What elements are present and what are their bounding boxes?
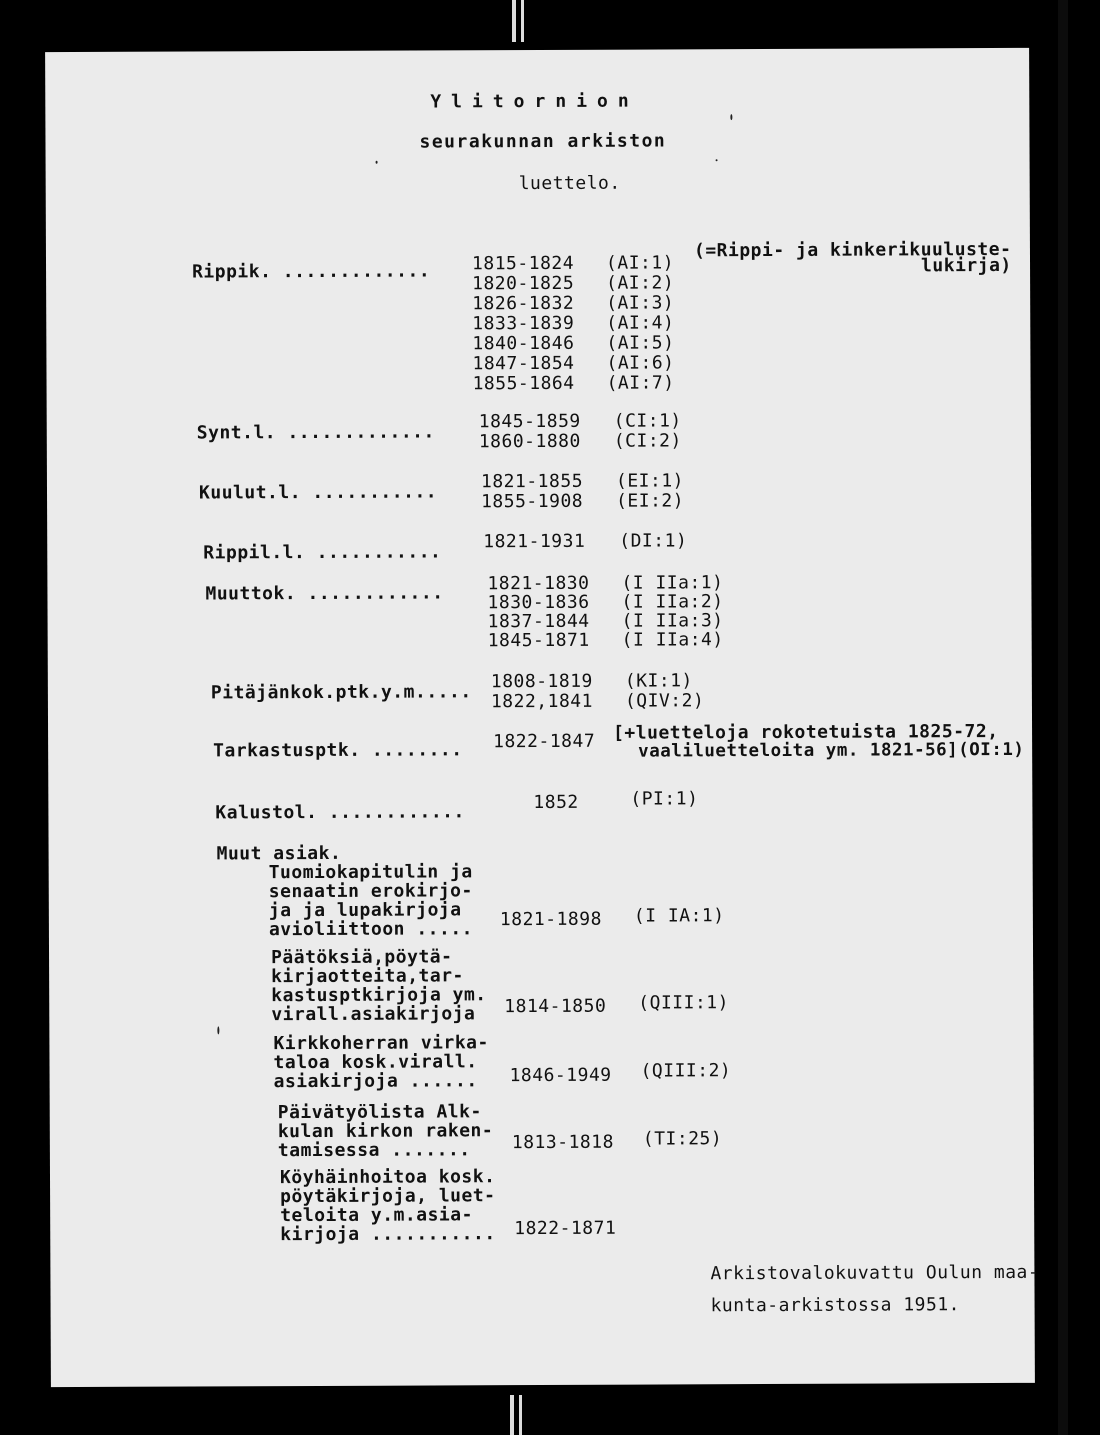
entry-year: 1826-1832 <box>472 292 575 315</box>
muut-heading: Muut asiak. <box>216 842 342 865</box>
entry-label-pitajankok: Pitäjänkok.ptk.y.m..... <box>210 681 472 704</box>
entry-code: (AI:4) <box>606 312 675 334</box>
muut-item-line: Päätöksiä,pöytä- <box>270 946 453 969</box>
muut-item-line: pöytäkirjoja, luet- <box>280 1185 496 1208</box>
muut-item-years: 1821-1898 <box>499 908 602 931</box>
muut-item-line: senaatin erokirjo- <box>268 880 473 903</box>
title-line-1: Ylitornion <box>430 90 639 113</box>
dust-speck <box>217 1026 219 1034</box>
entry-year: 1821-1830 <box>487 572 590 595</box>
entry-year: 1830-1836 <box>487 591 590 614</box>
title-line-2: seurakunnan arkiston <box>419 130 667 153</box>
muut-item-years: 1813-1818 <box>511 1131 614 1154</box>
muut-item-line: kirjaotteita,tar- <box>271 965 464 988</box>
entry-code: (AI:1) <box>605 252 675 274</box>
entry-code: (AI:5) <box>606 332 675 354</box>
muut-item-line: taloa kosk.virall. <box>273 1051 478 1074</box>
muut-item-line: Päivätyölista Alk- <box>277 1101 482 1124</box>
muut-item-line: Köyhäinhoitoa kosk. <box>279 1166 496 1189</box>
entry-note: (=Rippi- ja kinkerikuuluste- <box>693 238 1012 262</box>
muut-item-line: teloita y.m.asia- <box>280 1204 473 1227</box>
entry-code: (AI:2) <box>606 272 675 294</box>
muut-item-line: asiakirjoja ...... <box>273 1070 478 1093</box>
entry-year: 1845-1859 <box>478 410 581 433</box>
film-mark-bottom <box>510 1395 514 1435</box>
entry-label-kalustol: Kalustol. ............ <box>215 801 465 824</box>
film-mark-top <box>521 0 524 42</box>
title-line-3: luettelo. <box>518 172 621 195</box>
entry-label-muuttok: Muuttok. ............ <box>205 582 444 605</box>
entry-code: (CI:1) <box>613 410 682 432</box>
entry-code: (EI:1) <box>615 470 685 492</box>
muut-item-line: kulan kirkon raken- <box>277 1120 494 1143</box>
entry-label-synt: Synt.l. ............. <box>196 421 435 444</box>
film-edge <box>1058 0 1068 1435</box>
muut-item-line: kastusptkirjoja ym. <box>271 984 487 1007</box>
entry-code: (EI:2) <box>616 490 685 512</box>
entry-code: (CI:2) <box>613 430 682 452</box>
entry-code: (KI:1) <box>624 670 693 692</box>
entry-year: 1855-1908 <box>481 490 584 513</box>
muut-item-code: (TI:25) <box>642 1128 723 1150</box>
entry-year: 1845-1871 <box>487 629 590 652</box>
entry-year: 1820-1825 <box>472 272 575 295</box>
muut-item-line: avioliittoon ..... <box>268 918 474 941</box>
entry-code: (QIV:2) <box>624 690 705 712</box>
muut-item-line: tamisessa ....... <box>277 1139 471 1162</box>
muut-item-line: kirjoja ........... <box>280 1223 496 1246</box>
entry-year: 1847-1854 <box>472 352 575 375</box>
muut-item-code: (QIII:1) <box>638 992 729 1014</box>
muut-item-years: 1846-1949 <box>509 1064 612 1087</box>
entry-year: 1837-1844 <box>487 610 590 633</box>
entry-year: 1840-1846 <box>472 332 575 355</box>
entry-label-rippil: Rippil.l. ........... <box>203 541 442 564</box>
entry-year: 1822,1841 <box>490 690 594 713</box>
entry-code: (I IIa:4) <box>621 629 724 651</box>
film-mark-bottom <box>519 1395 522 1435</box>
muut-item-line: Kirkkoherran virka- <box>273 1032 489 1055</box>
muut-item-years: 1814-1850 <box>504 995 607 1018</box>
muut-item-line: Tuomiokapitulin ja <box>268 861 473 884</box>
entry-code: (DI:1) <box>619 530 688 552</box>
dust-speck <box>716 159 718 161</box>
entry-code: (I IIa:3) <box>621 610 724 632</box>
muut-item-years: 1822-1871 <box>514 1217 617 1240</box>
entry-label-kuulut: Kuulut.l. ........... <box>198 481 438 504</box>
entry-note: [+luetteloja rokotetuista 1825-72, <box>613 720 999 744</box>
entry-year: 1808-1819 <box>490 670 593 693</box>
document-page <box>45 48 1040 1387</box>
footer-line-2: kunta-arkistossa 1951. <box>710 1294 961 1317</box>
entry-year: 1852 <box>533 791 579 814</box>
entry-year: 1815-1824 <box>471 252 575 275</box>
entry-note: vaaliluetteloita ym. 1821-56](OI:1) <box>638 739 1025 762</box>
entry-year: 1855-1864 <box>472 372 575 395</box>
entry-year: 1833-1839 <box>472 312 575 335</box>
muut-item-code: (QIII:2) <box>640 1060 732 1082</box>
muut-item-code: (I IA:1) <box>633 905 725 927</box>
entry-code: (AI:6) <box>606 352 675 374</box>
entry-code: (AI:3) <box>606 292 675 314</box>
entry-year: 1822-1847 <box>493 730 596 753</box>
entry-code: (AI:7) <box>606 372 675 394</box>
muut-item-line: ja ja lupakirjoja <box>268 899 462 922</box>
muut-item-line: virall.asiakirjoja <box>271 1003 476 1026</box>
entry-year: 1821-1931 <box>483 530 586 553</box>
dust-speck <box>376 161 378 164</box>
entry-label-tarkastusptk: Tarkastusptk. ........ <box>213 739 463 762</box>
entry-code: (I IIa:2) <box>621 591 724 613</box>
entry-code: (PI:1) <box>630 788 699 810</box>
entry-year: 1860-1880 <box>478 430 581 453</box>
entry-year: 1821-1855 <box>480 470 584 493</box>
entry-note: lukirja) <box>920 254 1012 277</box>
footer-line-1: Arkistovalokuvattu Oulun maa- <box>710 1261 1040 1285</box>
entry-label-rippik: Rippik. ............. <box>192 260 431 283</box>
film-mark-top <box>512 0 516 42</box>
entry-code: (I IIa:1) <box>621 572 724 594</box>
dust-speck <box>730 114 732 120</box>
